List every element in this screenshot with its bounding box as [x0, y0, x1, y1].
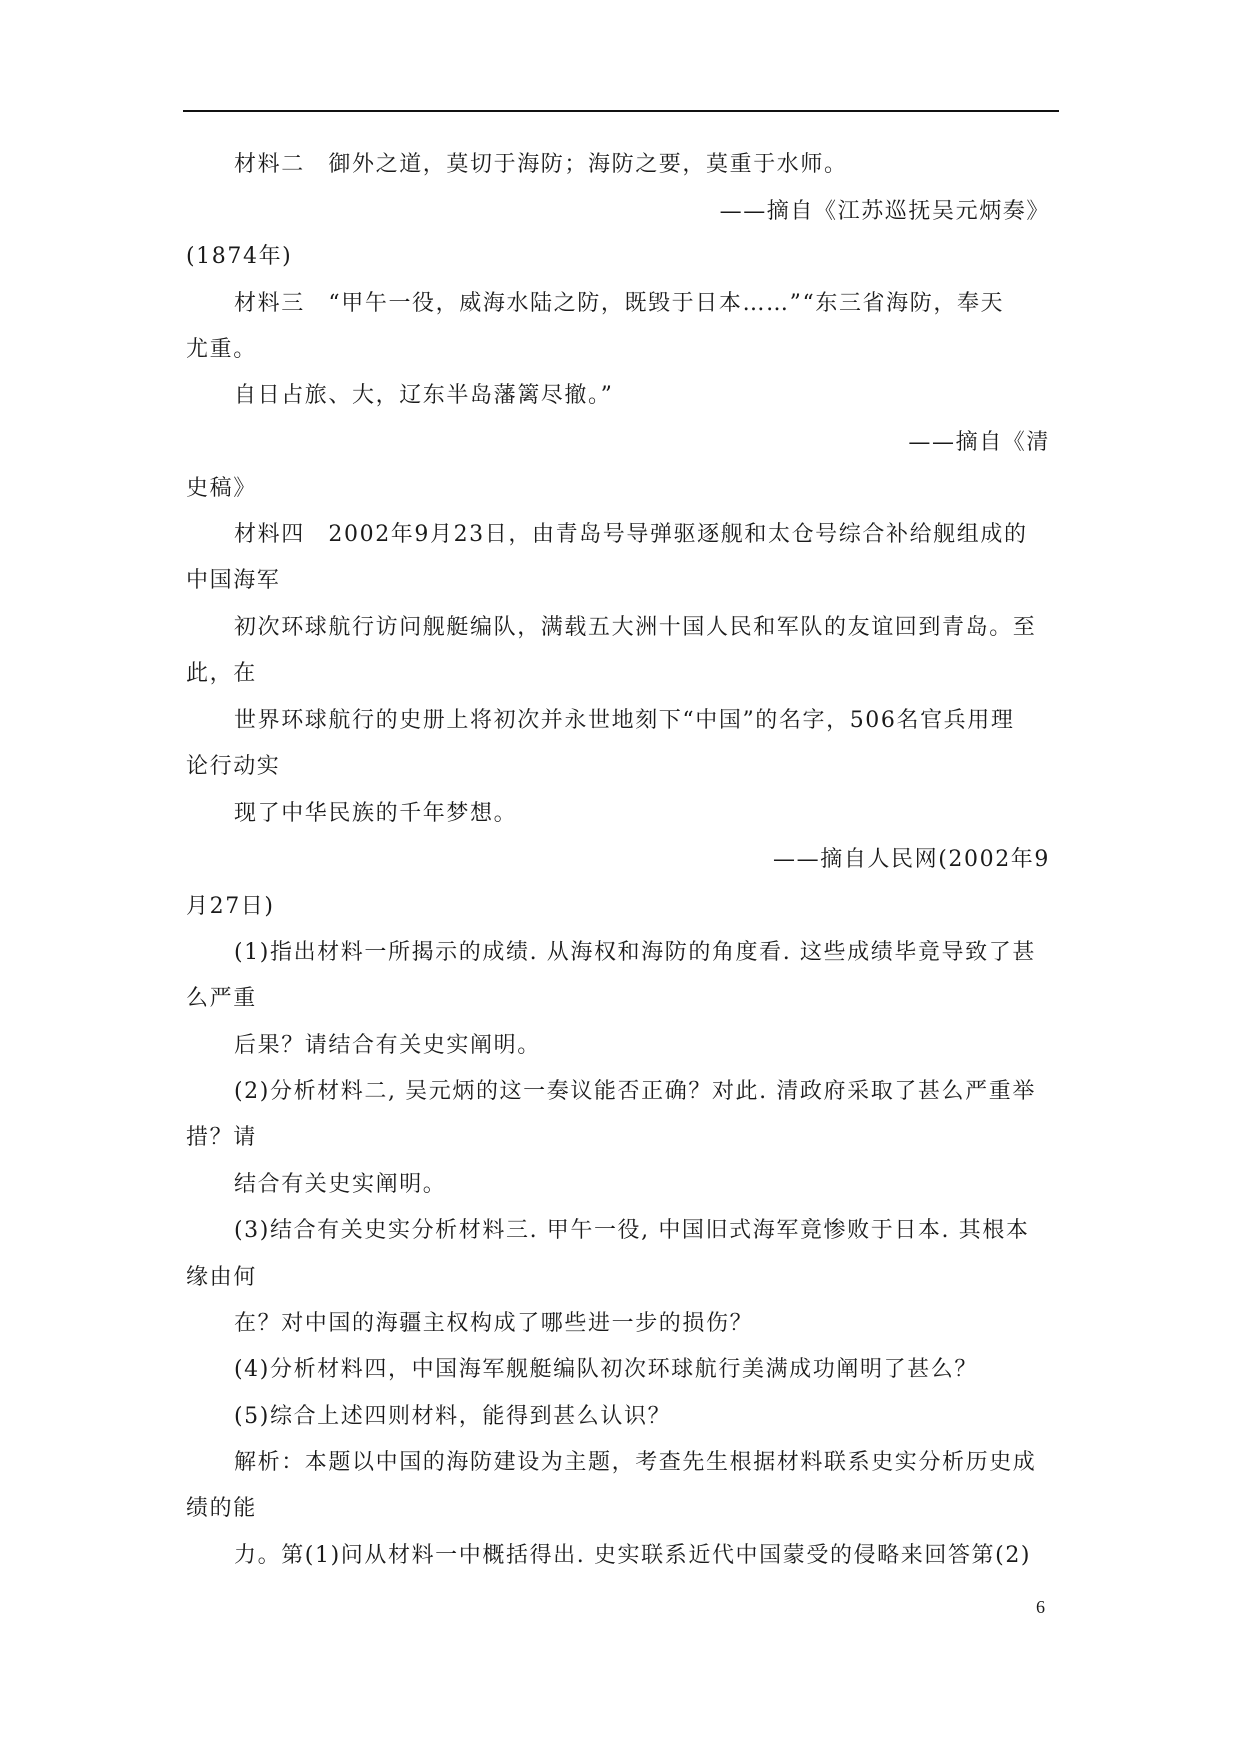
text-line: 缘由何: [186, 1265, 257, 1290]
text-line: 世界环球航行的史册上将初次并永世地刻下“中国”的名字，506名官兵用理: [234, 708, 1015, 733]
analysis-line: 解析：本题以中国的海防建设为主题，考查先生根据材料联系史实分析历史成: [234, 1450, 1037, 1475]
text-line: 措？请: [186, 1125, 257, 1150]
header-rule: [183, 110, 1059, 112]
text-line: 结合有关史实阐明。: [234, 1172, 447, 1197]
question-line: (4)分析材料四，中国海军舰艇编队初次环球航行美满成功阐明了甚么？: [234, 1357, 978, 1382]
page-number: 6: [1036, 1597, 1045, 1617]
text-line: 在？对中国的海疆主权构成了哪些进一步的损伤？: [234, 1311, 754, 1336]
text-line: 月27日): [186, 894, 275, 919]
text-line: 论行动实: [186, 754, 281, 779]
text-line: 材料二 御外之道，莫切于海防；海防之要，莫重于水师。: [234, 152, 848, 177]
text-line: 中国海军: [186, 568, 281, 593]
question-line: (3)结合有关史实分析材料三. 甲午一役, 中国旧式海军竟惨败于日本. 其根本: [234, 1218, 1030, 1243]
text-line: 此，在: [186, 661, 257, 686]
text-line: 么严重: [186, 986, 257, 1011]
citation-line: ——摘自人民网(2002年9: [773, 847, 1050, 872]
text-line: 力。第(1)问从材料一中概括得出. 史实联系近代中国蒙受的侵略来回答第(2): [234, 1543, 1032, 1568]
text-line: 后果？请结合有关史实阐明。: [234, 1033, 541, 1058]
text-line: 自日占旅、大，辽东半岛藩篱尽撤。”: [234, 383, 614, 408]
text-line: 现了中华民族的千年梦想。: [234, 801, 518, 826]
text-line: 绩的能: [186, 1496, 257, 1521]
text-line: 尤重。: [186, 337, 257, 362]
text-line: 材料四 2002年9月23日，由青岛号导弹驱逐舰和太仓号综合补给舰组成的: [234, 522, 1028, 547]
text-line: (1874年): [186, 244, 293, 269]
citation-line: ——摘自《清: [908, 430, 1050, 455]
question-line: (1)指出材料一所揭示的成绩. 从海权和海防的角度看. 这些成绩毕竟导致了甚: [234, 940, 1036, 965]
question-line: (5)综合上述四则材料，能得到甚么认识？: [234, 1404, 672, 1429]
text-line: 初次环球航行访问舰艇编队，满载五大洲十国人民和军队的友谊回到青岛。至: [234, 615, 1037, 640]
text-line: 史稿》: [186, 476, 257, 501]
question-line: (2)分析材料二, 吴元炳的这一奏议能否正确？对此. 清政府采取了甚么严重举: [234, 1079, 1036, 1104]
text-line: 材料三 “甲午一役，威海水陆之防，既毁于日本……”“东三省海防，奉天: [234, 291, 1005, 316]
citation-line: ——摘自《江苏巡抚吴元炳奏》: [719, 199, 1050, 224]
